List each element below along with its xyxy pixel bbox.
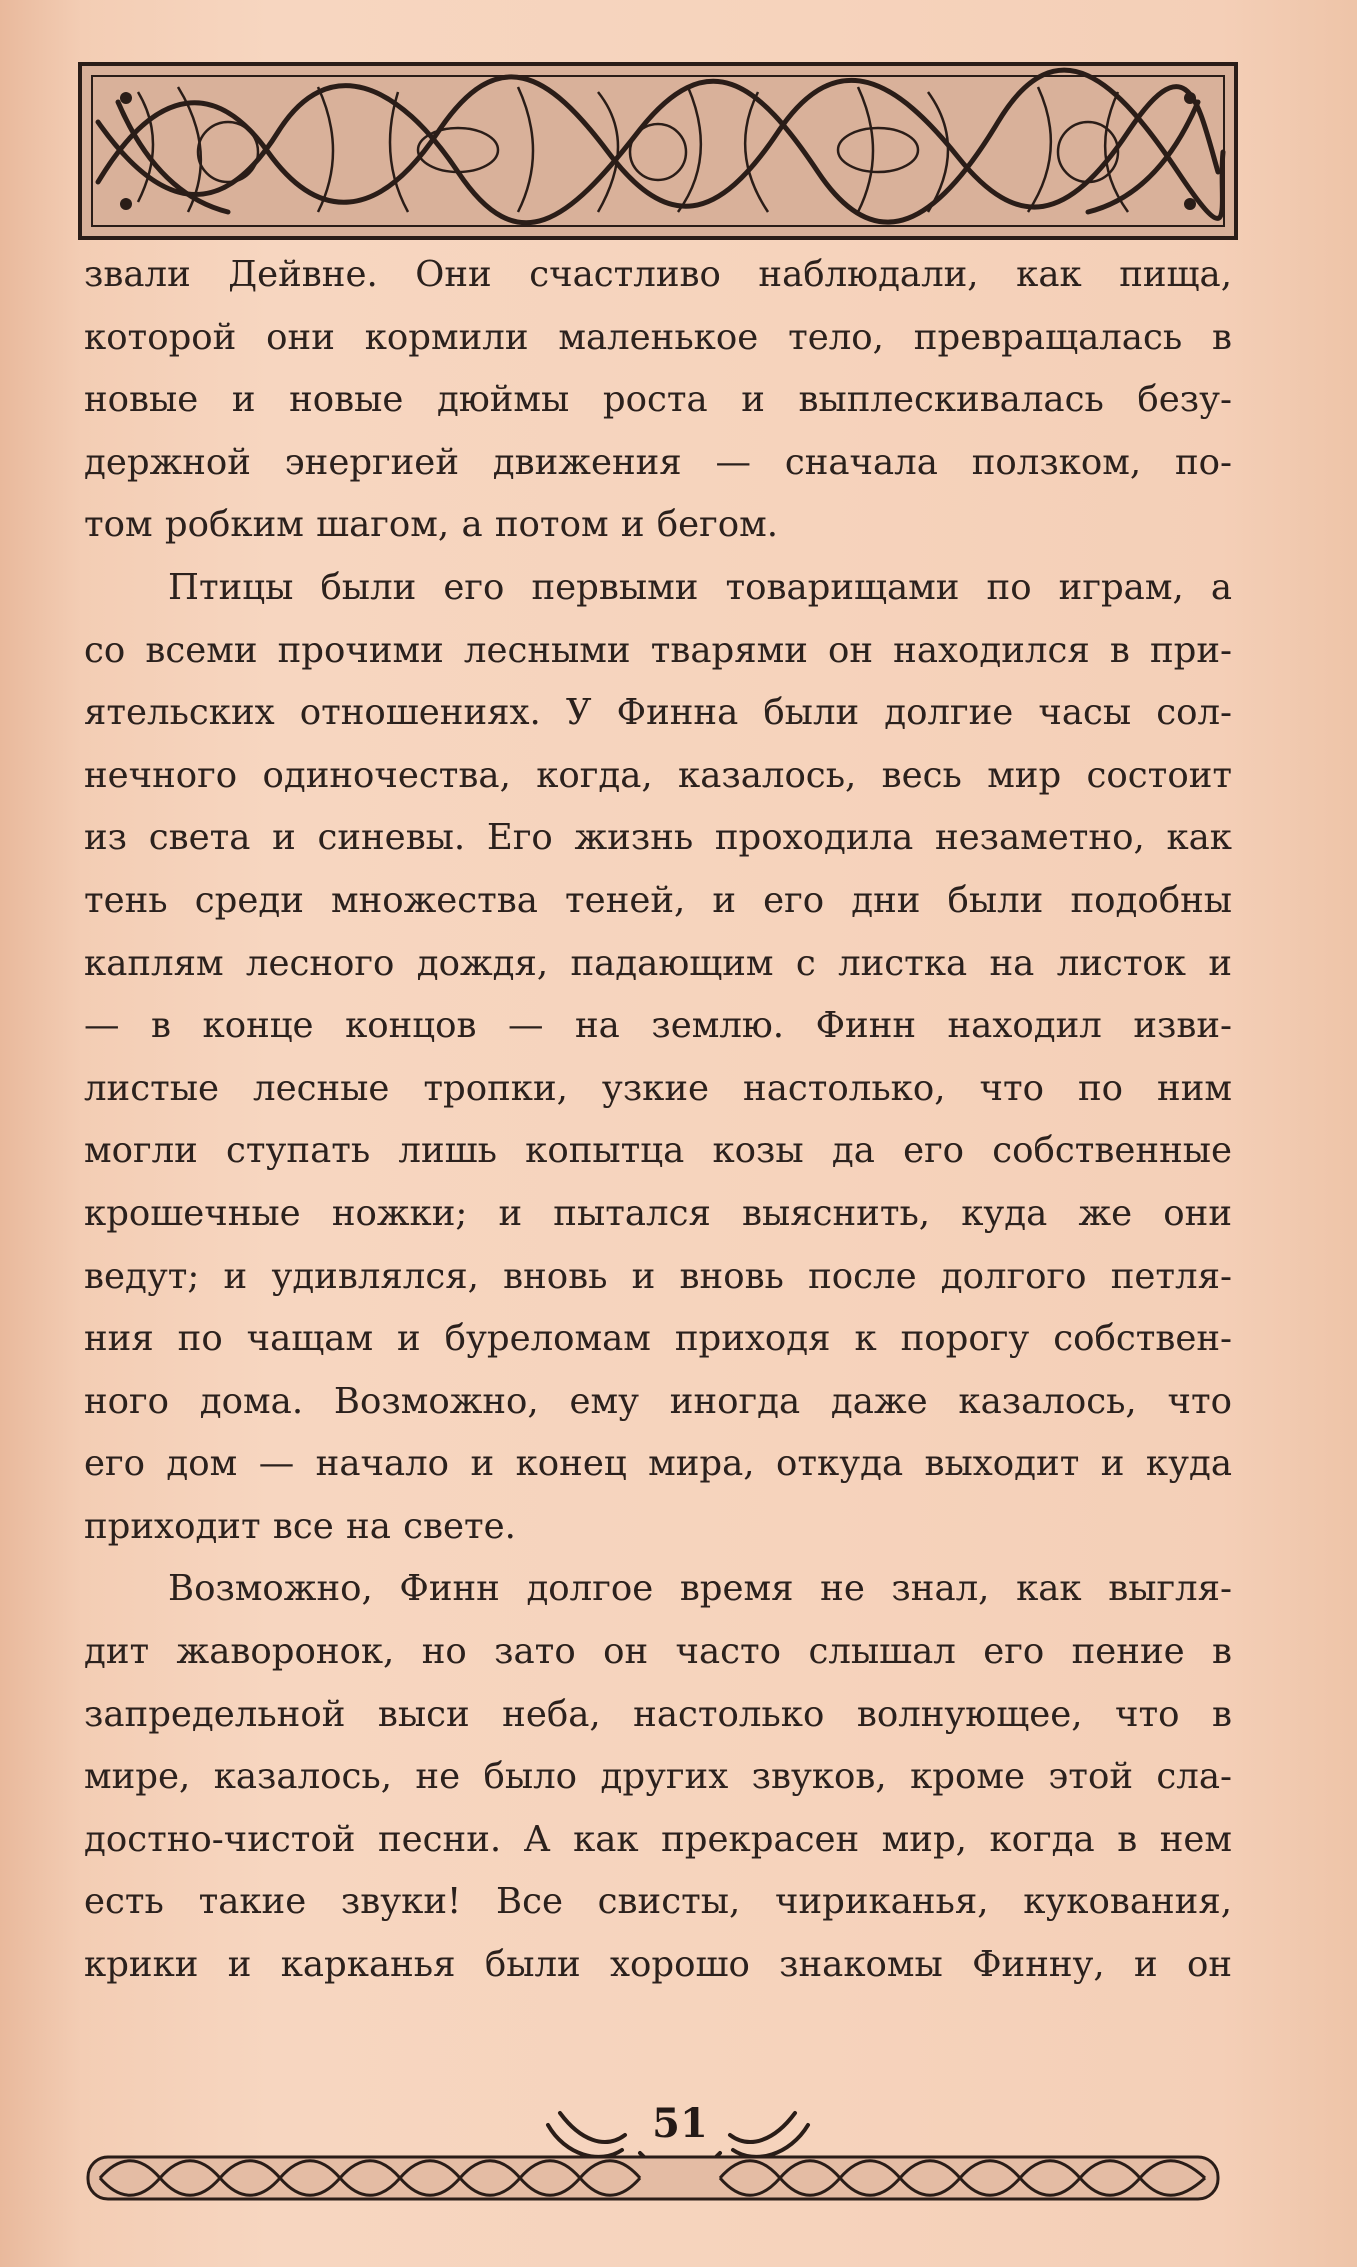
paragraph-1 — [84, 244, 1232, 557]
text-line: листые лесные тропки, узкие настолько, что по ним — [84, 1067, 1232, 1109]
text-line: достно-чистой песни. А как прекрасен мир, когда в нем — [84, 1818, 1232, 1860]
text-line: звали Дейвне. Они счастливо наблюдали, как пища, — [84, 254, 1232, 295]
text-line: его дом — начало и конец мира, откуда выходит и куда — [84, 1443, 1232, 1485]
text-line: мире, казалось, не было других звуков, кроме этой сла- — [84, 1756, 1232, 1798]
text-line: которой они кормили маленькое тело, превращалась в — [84, 316, 1232, 358]
text-line: крики и карканья были хорошо знакомы Финну, и он — [84, 1944, 1232, 1986]
text-line: дит жаворонок, но зато он часто слышал его пение в — [84, 1631, 1232, 1673]
text-line: запредельной выси неба, настолько волнующее, что в — [84, 1693, 1232, 1735]
paragraph-3 — [84, 1558, 1232, 1996]
text-line: ведут; и удивлялся, вновь и вновь после долгого петля- — [84, 1255, 1232, 1297]
text-line: из света и синевы. Его жизнь проходила незаметно, как — [84, 817, 1232, 859]
text-line: со всеми прочими лесными тварями он находился в при- — [84, 629, 1232, 671]
text-line: приходит все на свете. — [84, 1505, 516, 1547]
text-line: крошечные ножки; и пытался выяснить, куда же они — [84, 1192, 1232, 1234]
text-line: держной энергией движения — сначала ползком, по- — [84, 441, 1232, 483]
text-line: Птицы были его первыми товарищами по играм, а — [168, 566, 1232, 608]
text-line: — в конце концов — на землю. Финн находил изви- — [84, 1005, 1232, 1047]
celtic-knot-header-ornament — [78, 62, 1238, 240]
text-line: нечного одиночества, когда, казалось, весь мир состоит — [84, 754, 1232, 796]
body-text — [84, 244, 1232, 1997]
page-number: 51 — [652, 2100, 708, 2147]
text-line: ния по чащам и буреломам приходя к порогу собствен- — [84, 1318, 1232, 1360]
text-line: Возможно, Финн долгое время не знал, как выгля- — [168, 1568, 1232, 1610]
text-line: том робким шагом, а потом и бегом. — [84, 504, 779, 546]
text-line: тень среди множества теней, и его дни были подобны — [84, 879, 1232, 921]
text-line: ного дома. Возможно, ему иногда даже казалось, что — [84, 1380, 1232, 1422]
text-line: новые и новые дюймы роста и выплескивалась безу- — [84, 379, 1232, 421]
paragraph-2 — [84, 557, 1232, 1559]
text-line: ятельских отношениях. У Финна были долгие часы сол- — [84, 692, 1232, 734]
text-line: могли ступать лишь копытца козы да его собственные — [84, 1130, 1232, 1172]
text-line: есть такие звуки! Все свисты, чириканья, кукования, — [84, 1881, 1232, 1923]
text-line: каплям лесного дождя, падающим с листка на листок и — [84, 942, 1232, 984]
